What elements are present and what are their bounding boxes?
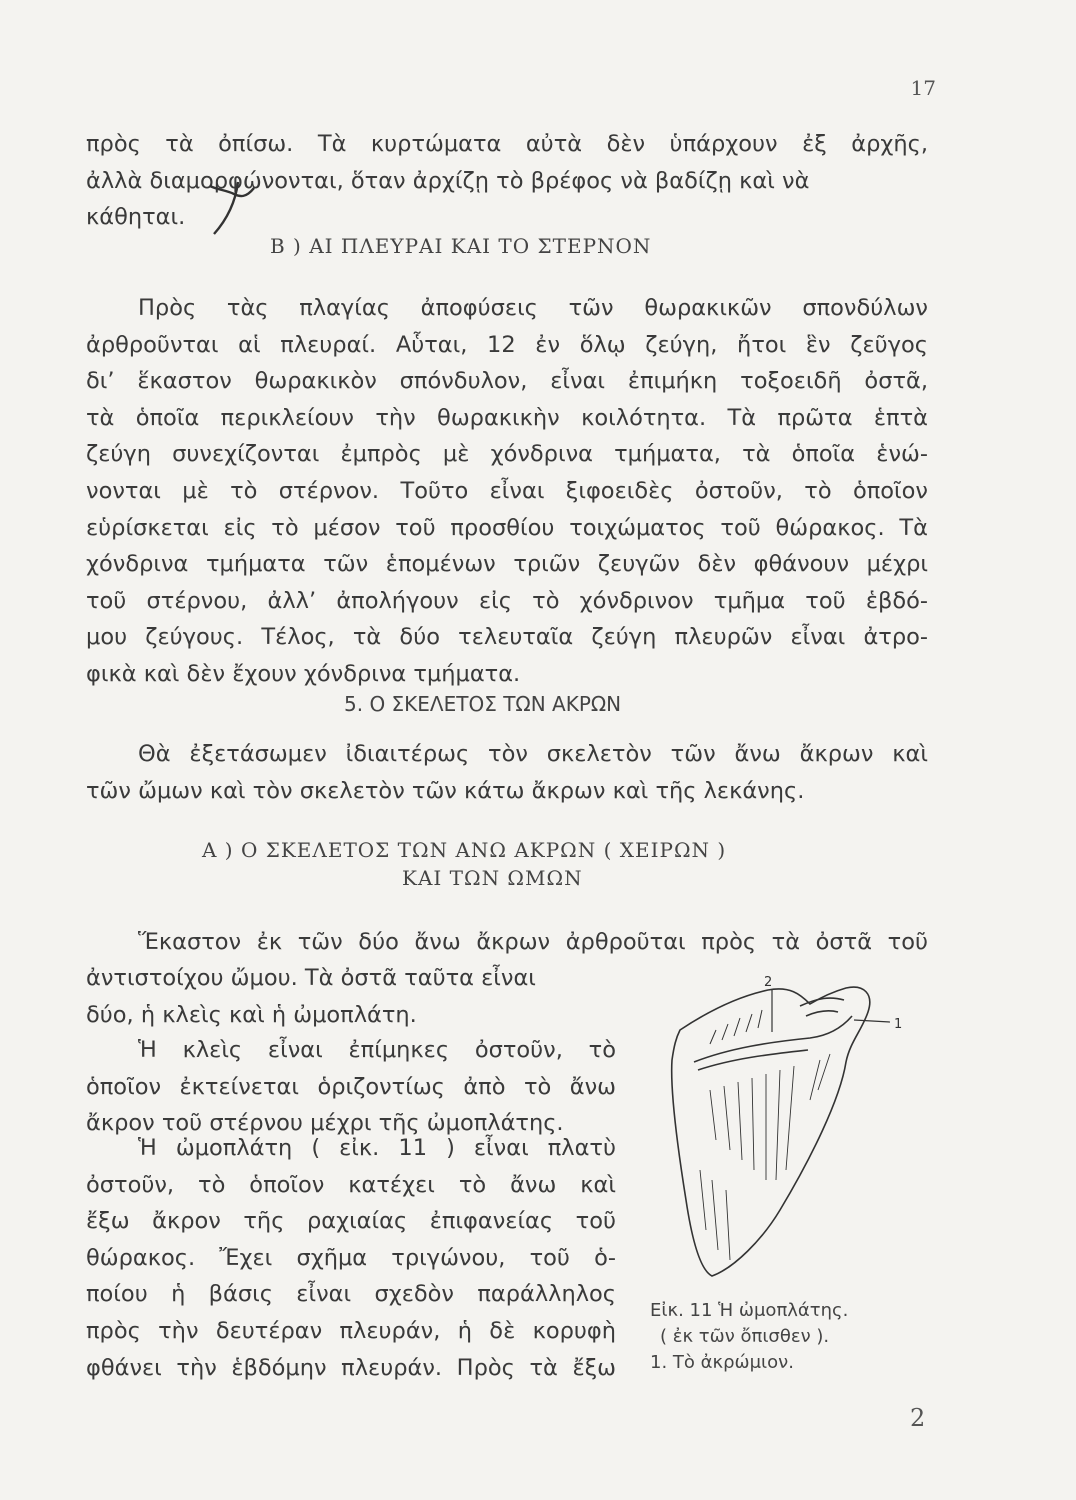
text-line: τῶν ὤμων καὶ τὸν σκελετὸν τῶν κάτω ἄκρων καὶ τῆς λεκάνης. (86, 777, 805, 804)
section-heading-limbs: 5. Ο ΣΚΕΛΕΤΟΣ ΤΩΝ ΑΚΡΩΝ (344, 692, 622, 716)
paragraph-shoulders-narrow (86, 960, 616, 1033)
text-line: Πρὸς τὰς πλαγίας ἀποφύσεις τῶν θωρακικῶν σπονδύλων (138, 295, 928, 321)
text-line: κάθηται. (86, 204, 186, 231)
section-heading-upper-limbs-line2: ΚΑΙ ΤΩΝ ΩΜΩΝ (402, 866, 583, 890)
handwritten-x-mark (204, 180, 264, 236)
text-line: εὑρίσκεται εἰς τὸ μέσον τοῦ προσθίου τοιχώματος τοῦ θώρακος. Τὰ (86, 514, 928, 541)
text-line: ποίου ἡ βάσις εἶναι σχεδὸν παράλληλος (86, 1281, 616, 1308)
text-line: χόνδρινα τμήματα τῶν ἑπομένων τριῶν ζευγῶν δὲν φθάνουν μέχρι (86, 551, 928, 578)
figure-caption (650, 1298, 848, 1376)
text-line: πρὸς τὴν δευτέραν πλευράν, ἡ δὲ κορυφὴ (86, 1317, 616, 1344)
text-line: Ἡ κλεὶς εἶναι ἐπίμηκες ὀστοῦν, τὸ (138, 1037, 616, 1063)
text-line: ὀστοῦν, τὸ ὁποῖον κατέχει τὸ ἄνω καὶ (86, 1171, 616, 1198)
text-line: Θὰ ἐξετάσωμεν ἰδιαιτέρως τὸν σκελετὸν τῶν ἄνω ἄκρων καὶ (138, 741, 928, 767)
caption-line: Εἰκ. 11 Ἡ ὠμοπλάτης. (650, 1300, 849, 1321)
section-heading-upper-limbs: Α ) Ο ΣΚΕΛΕΤΟΣ ΤΩΝ ΑΝΩ ΑΚΡΩΝ ( ΧΕΙΡΩΝ ) (202, 838, 727, 862)
scapula-illustration (650, 970, 940, 1300)
caption-line: ( ἐκ τῶν ὄπισθεν ). (660, 1326, 830, 1347)
text-line: ζεύγη συνεχίζονται ἐμπρὸς μὲ χόνδρινα τμήματα, τὰ ὁποῖα ἑνώ- (86, 441, 928, 468)
text-line: ἔξω ἄκρον τῆς ραχιαίας ἐπιφανείας τοῦ (86, 1208, 616, 1235)
text-line: ἀντιστοίχου ὤμου. Τὰ ὀστᾶ ταῦτα εἶναι (86, 965, 536, 991)
figure-label-2: 2 (764, 975, 773, 990)
caption-line: 1. Τὸ ἀκρώμιον. (650, 1352, 794, 1373)
page-number-bottom: 2 (910, 1404, 926, 1432)
text-line: ἄκρον τοῦ στέρνου μέχρι τῆς ὠμοπλάτης. (86, 1110, 564, 1137)
text-line: δι’ ἕκαστον θωρακικὸν σπόνδυλον, εἶναι ἐπιμήκη τοξοειδῆ ὀστᾶ, (86, 368, 928, 395)
text-line: ἀλλὰ διαμορφώνονται, ὅταν ἀρχίζῃ τὸ βρέφος νὰ βαδίζῃ καὶ νὰ (86, 167, 810, 194)
text-line: θώρακος. Ἔχει σχῆμα τριγώνου, τοῦ ὁ- (86, 1244, 616, 1271)
text-line: φθάνει τὴν ἑβδόμην πλευράν. Πρὸς τὰ ἔξω (86, 1354, 616, 1381)
paragraph-ribs (86, 290, 928, 693)
text-line: ἀρθροῦνται αἱ πλευραί. Αὗται, 12 ἐν ὅλῳ ζεύγη, ἤτοι ἓν ζεῦγος (86, 331, 928, 358)
text-line: Ἡ ὠμοπλάτη ( εἰκ. 11 ) εἶναι πλατὺ (138, 1135, 616, 1161)
text-line: νονται μὲ τὸ στέρνον. Τοῦτο εἶναι ξιφοειδὲς ὀστοῦν, τὸ ὁποῖον (86, 477, 928, 504)
section-heading-ribs: Β ) ΑΙ ΠΛΕΥΡΑΙ ΚΑΙ ΤΟ ΣΤΕΡΝΟΝ (270, 234, 652, 258)
page-number-top: 17 (910, 76, 936, 100)
paragraph-shoulders (86, 924, 928, 961)
text-line: ὁποῖον ἐκτείνεται ὁριζοντίως ἀπὸ τὸ ἄνω (86, 1073, 616, 1100)
text-line: Ἕκαστον ἐκ τῶν δύο ἄνω ἄκρων ἀρθροῦται πρὸς τὰ ὀστᾶ τοῦ (138, 929, 928, 955)
text-line: δύο, ἡ κλεὶς καὶ ἡ ὠμοπλάτη. (86, 1001, 417, 1028)
paragraph-clavicle (86, 1032, 616, 1142)
text-line: πρὸς τὰ ὀπίσω. Τὰ κυρτώματα αὐτὰ δὲν ὑπάρχουν ἐξ ἀρχῆς, (86, 131, 928, 157)
paragraph-scapula (86, 1130, 616, 1386)
text-line: τοῦ στέρνου, ἀλλ’ ἀπολήγουν εἰς τὸ χόνδρινον τμῆμα τοῦ ἑβδό- (86, 587, 928, 614)
text-line: τὰ ὁποῖα περικλείουν τὴν θωρακικὴν κοιλότητα. Τὰ πρῶτα ἑπτὰ (86, 404, 928, 431)
text-line: μου ζεύγους. Τέλος, τὰ δύο τελευταῖα ζεύγη πλευρῶν εἶναι ἀτρο- (86, 624, 928, 651)
figure-label-1: 1 (894, 1017, 903, 1032)
paragraph-limbs (86, 736, 928, 809)
text-line: φικὰ καὶ δὲν ἔχουν χόνδρινα τμήματα. (86, 660, 521, 687)
